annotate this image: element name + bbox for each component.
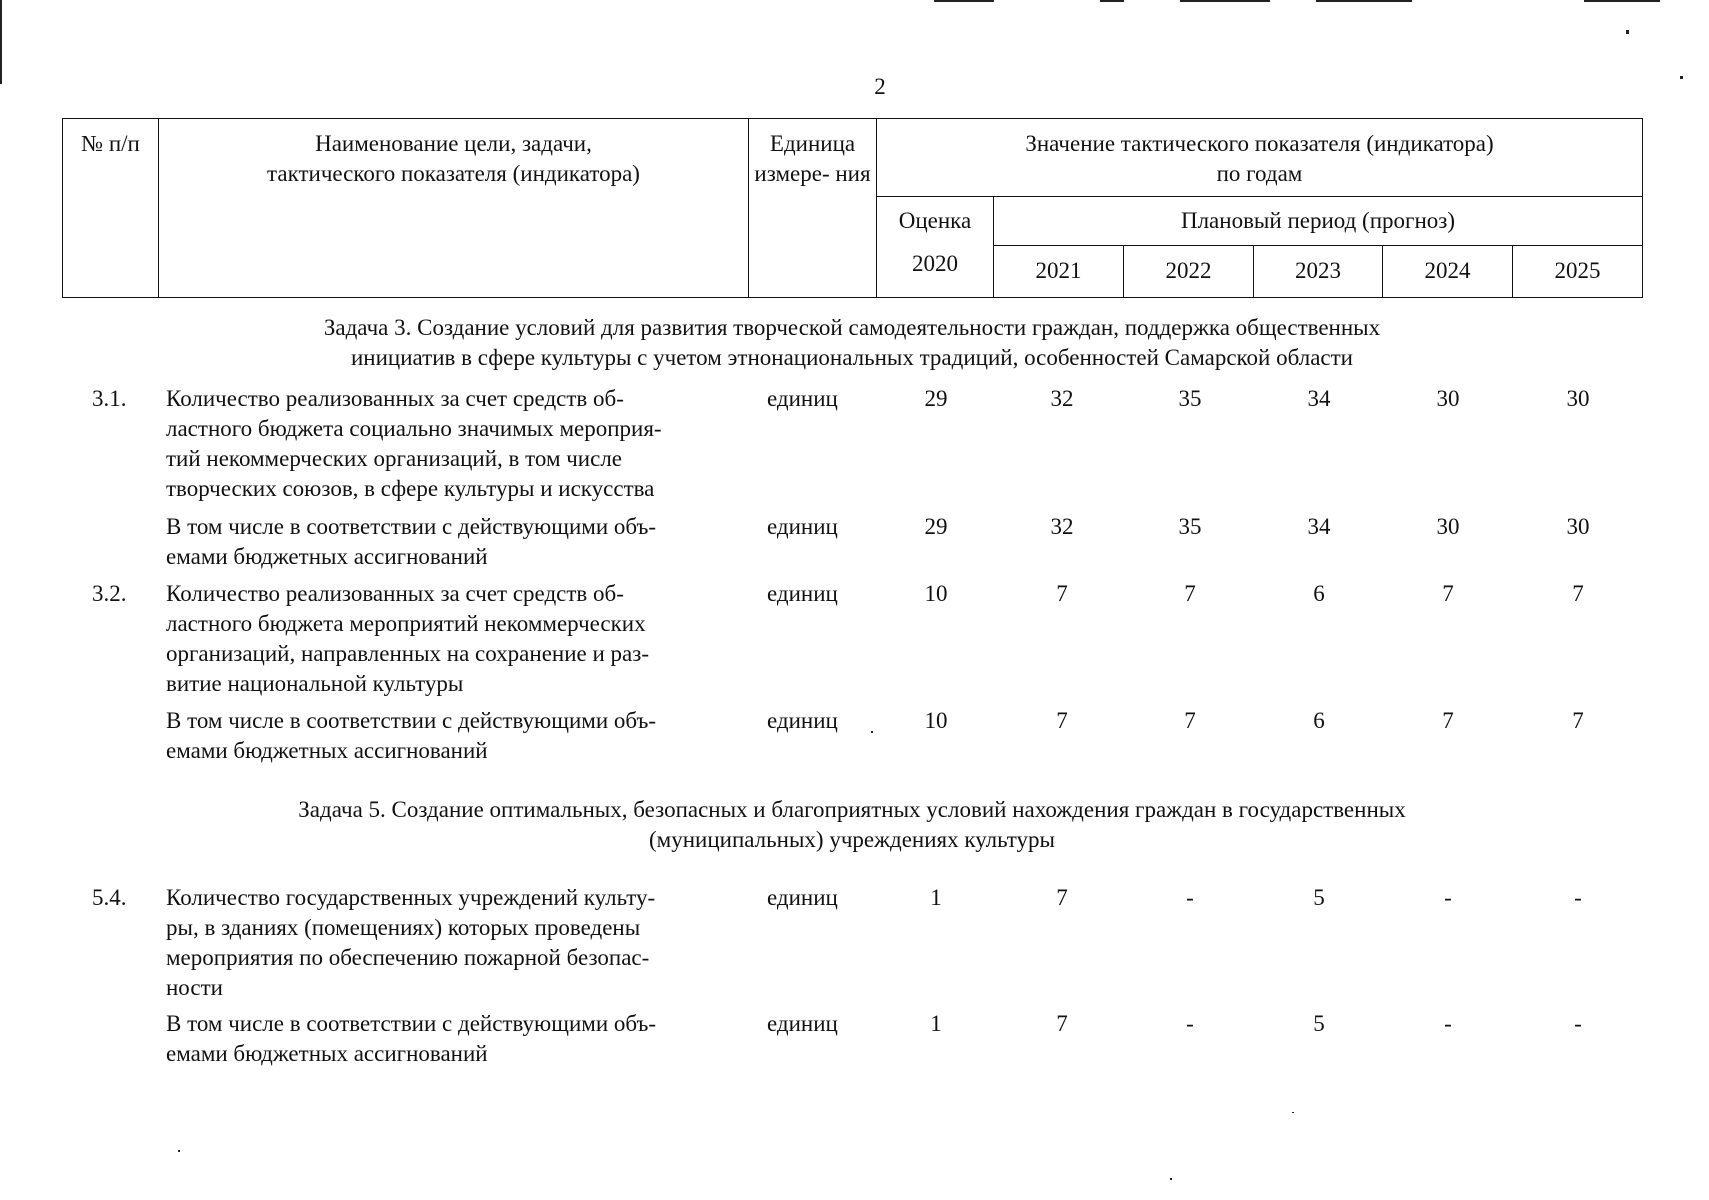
- header-year-2023: 2023: [1254, 245, 1383, 297]
- value-2020: 29: [924, 514, 948, 539]
- scan-speck: [1680, 76, 1683, 79]
- header-name-line-2: тактического показателя (индикатора): [267, 161, 640, 186]
- task-heading-line-2: (муниципальных) учреждениях культуры: [649, 827, 1055, 852]
- value-2022: 7: [1184, 581, 1196, 606]
- value-2023: 5: [1313, 885, 1325, 910]
- value-2025: 7: [1572, 581, 1584, 606]
- header-year-2024: 2024: [1383, 245, 1513, 297]
- value-2024: 30: [1436, 386, 1460, 411]
- row-name-line: емами бюджетных ассигнований: [166, 1041, 488, 1066]
- header-number-column: № п/п: [63, 119, 159, 298]
- scan-edge-mark: [1100, 0, 1124, 2]
- value-2021: 32: [1050, 386, 1074, 411]
- value-2022: 35: [1178, 386, 1202, 411]
- row-name-line: ности: [166, 975, 223, 1000]
- scan-speck: [871, 731, 873, 733]
- header-value-line-2: по годам: [1216, 161, 1303, 186]
- scan-edge-mark: [934, 0, 994, 2]
- row-unit: единиц: [767, 885, 838, 910]
- header-value-line-1: Значение тактического показателя (индикатора): [1025, 131, 1494, 156]
- row-name: [166, 512, 751, 572]
- value-2020: 29: [924, 386, 948, 411]
- row-name-line: В том числе в соответствии с действующими объ-: [166, 1011, 657, 1036]
- row-name-line: тий некоммерческих организаций, в том числе: [166, 446, 623, 471]
- scan-margin-line: [0, 0, 2, 84]
- value-2022: 35: [1178, 514, 1202, 539]
- table-row: [62, 1009, 1662, 1071]
- header-year-2022: 2022: [1124, 245, 1254, 297]
- row-number: 5.4.: [92, 885, 127, 910]
- row-name-line: емами бюджетных ассигнований: [166, 738, 488, 763]
- task-3-heading: [62, 313, 1642, 373]
- row-number: 3.1.: [92, 386, 127, 411]
- scan-edge-mark: [1316, 0, 1412, 2]
- value-2023: 6: [1313, 708, 1325, 733]
- value-2022: -: [1186, 1011, 1194, 1036]
- value-2024: -: [1444, 885, 1452, 910]
- page-number: 2: [874, 74, 886, 99]
- value-2021: 7: [1056, 885, 1068, 910]
- row-name-line: емами бюджетных ассигнований: [166, 544, 488, 569]
- header-plan-period: Плановый период (прогноз): [994, 197, 1643, 245]
- row-name-line: мероприятия по обеспечению пожарной безопас-: [166, 945, 650, 970]
- header-year-2021: 2021: [994, 245, 1124, 297]
- value-2025: -: [1574, 1011, 1582, 1036]
- header-name-line-1: Наименование цели, задачи,: [315, 131, 592, 156]
- value-2021: 7: [1056, 708, 1068, 733]
- value-2025: 30: [1566, 514, 1590, 539]
- value-2025: -: [1574, 885, 1582, 910]
- row-name-line: организаций, направленных на сохранение и раз-: [166, 641, 649, 666]
- row-name-line: В том числе в соответствии с действующими объ-: [166, 708, 657, 733]
- value-2023: 34: [1307, 386, 1331, 411]
- row-unit: единиц: [767, 581, 838, 606]
- value-2021: 32: [1050, 514, 1074, 539]
- row-name-line: ластного бюджета мероприятий некоммерческих: [166, 611, 646, 636]
- row-name-line: ластного бюджета социально значимых мероприя-: [166, 416, 662, 441]
- header-name-column: [159, 119, 749, 298]
- row-name-line: Количество реализованных за счет средств об-: [166, 581, 624, 606]
- row-name-line: Количество реализованных за счет средств об-: [166, 386, 624, 411]
- row-number: 3.2.: [92, 581, 127, 606]
- value-2024: 7: [1442, 708, 1454, 733]
- table-row: [62, 883, 1662, 1007]
- value-2023: 34: [1307, 514, 1331, 539]
- header-estimate-year: 2020: [877, 245, 994, 297]
- task-heading-line-1: Задача 3. Создание условий для развития творческой самодеятельности граждан, поддержка общественных: [323, 315, 1381, 340]
- value-2023: 6: [1313, 581, 1325, 606]
- value-2022: 7: [1184, 708, 1196, 733]
- row-name-line: витие национальной культуры: [166, 671, 464, 696]
- row-unit: единиц: [767, 514, 838, 539]
- value-2020: 1: [930, 885, 942, 910]
- task-5-heading: [62, 795, 1642, 855]
- value-2020: 1: [930, 1011, 942, 1036]
- scan-speck: [1292, 1112, 1294, 1113]
- value-2022: -: [1186, 885, 1194, 910]
- header-estimate-label: Оценка: [877, 197, 994, 245]
- row-name: [166, 1009, 751, 1069]
- row-unit: единиц: [767, 386, 838, 411]
- row-name: [166, 579, 751, 699]
- value-2021: 7: [1056, 1011, 1068, 1036]
- value-2025: 30: [1566, 386, 1590, 411]
- row-unit: единиц: [767, 708, 838, 733]
- row-name: [166, 883, 751, 1003]
- header-unit-column: Единица измере- ния: [749, 119, 877, 298]
- row-name: [166, 706, 751, 766]
- scan-edge-mark: [1584, 0, 1660, 2]
- scan-speck: [1170, 1178, 1172, 1180]
- table-row: [62, 579, 1662, 703]
- scan-speck: [1626, 30, 1629, 34]
- row-name: [166, 384, 751, 504]
- value-2023: 5: [1313, 1011, 1325, 1036]
- row-name-line: ры, в зданиях (помещениях) которых проведены: [166, 915, 641, 940]
- table-row: [62, 512, 1662, 574]
- scan-edge-mark: [1180, 0, 1270, 2]
- value-2020: 10: [924, 581, 948, 606]
- row-name-line: Количество государственных учреждений культу-: [166, 885, 656, 910]
- table-header: [62, 118, 1643, 298]
- table-row: [62, 384, 1662, 508]
- row-name-line: творческих союзов, в сфере культуры и искусства: [166, 476, 655, 501]
- task-heading-line-2: инициатив в сфере культуры с учетом этнонациональных традиций, особенностей Самарской области: [351, 345, 1353, 370]
- row-unit: единиц: [767, 1011, 838, 1036]
- row-name-line: В том числе в соответствии с действующими объ-: [166, 514, 657, 539]
- value-2025: 7: [1572, 708, 1584, 733]
- header-value-group: [877, 119, 1643, 197]
- scan-speck: [178, 1150, 180, 1152]
- value-2021: 7: [1056, 581, 1068, 606]
- header-year-2025: 2025: [1513, 245, 1643, 297]
- value-2024: 7: [1442, 581, 1454, 606]
- task-heading-line-1: Задача 5. Создание оптимальных, безопасных и благоприятных условий нахождения граждан в государственных: [298, 797, 1406, 822]
- value-2020: 10: [924, 708, 948, 733]
- value-2024: -: [1444, 1011, 1452, 1036]
- value-2024: 30: [1436, 514, 1460, 539]
- table-row: [62, 706, 1662, 768]
